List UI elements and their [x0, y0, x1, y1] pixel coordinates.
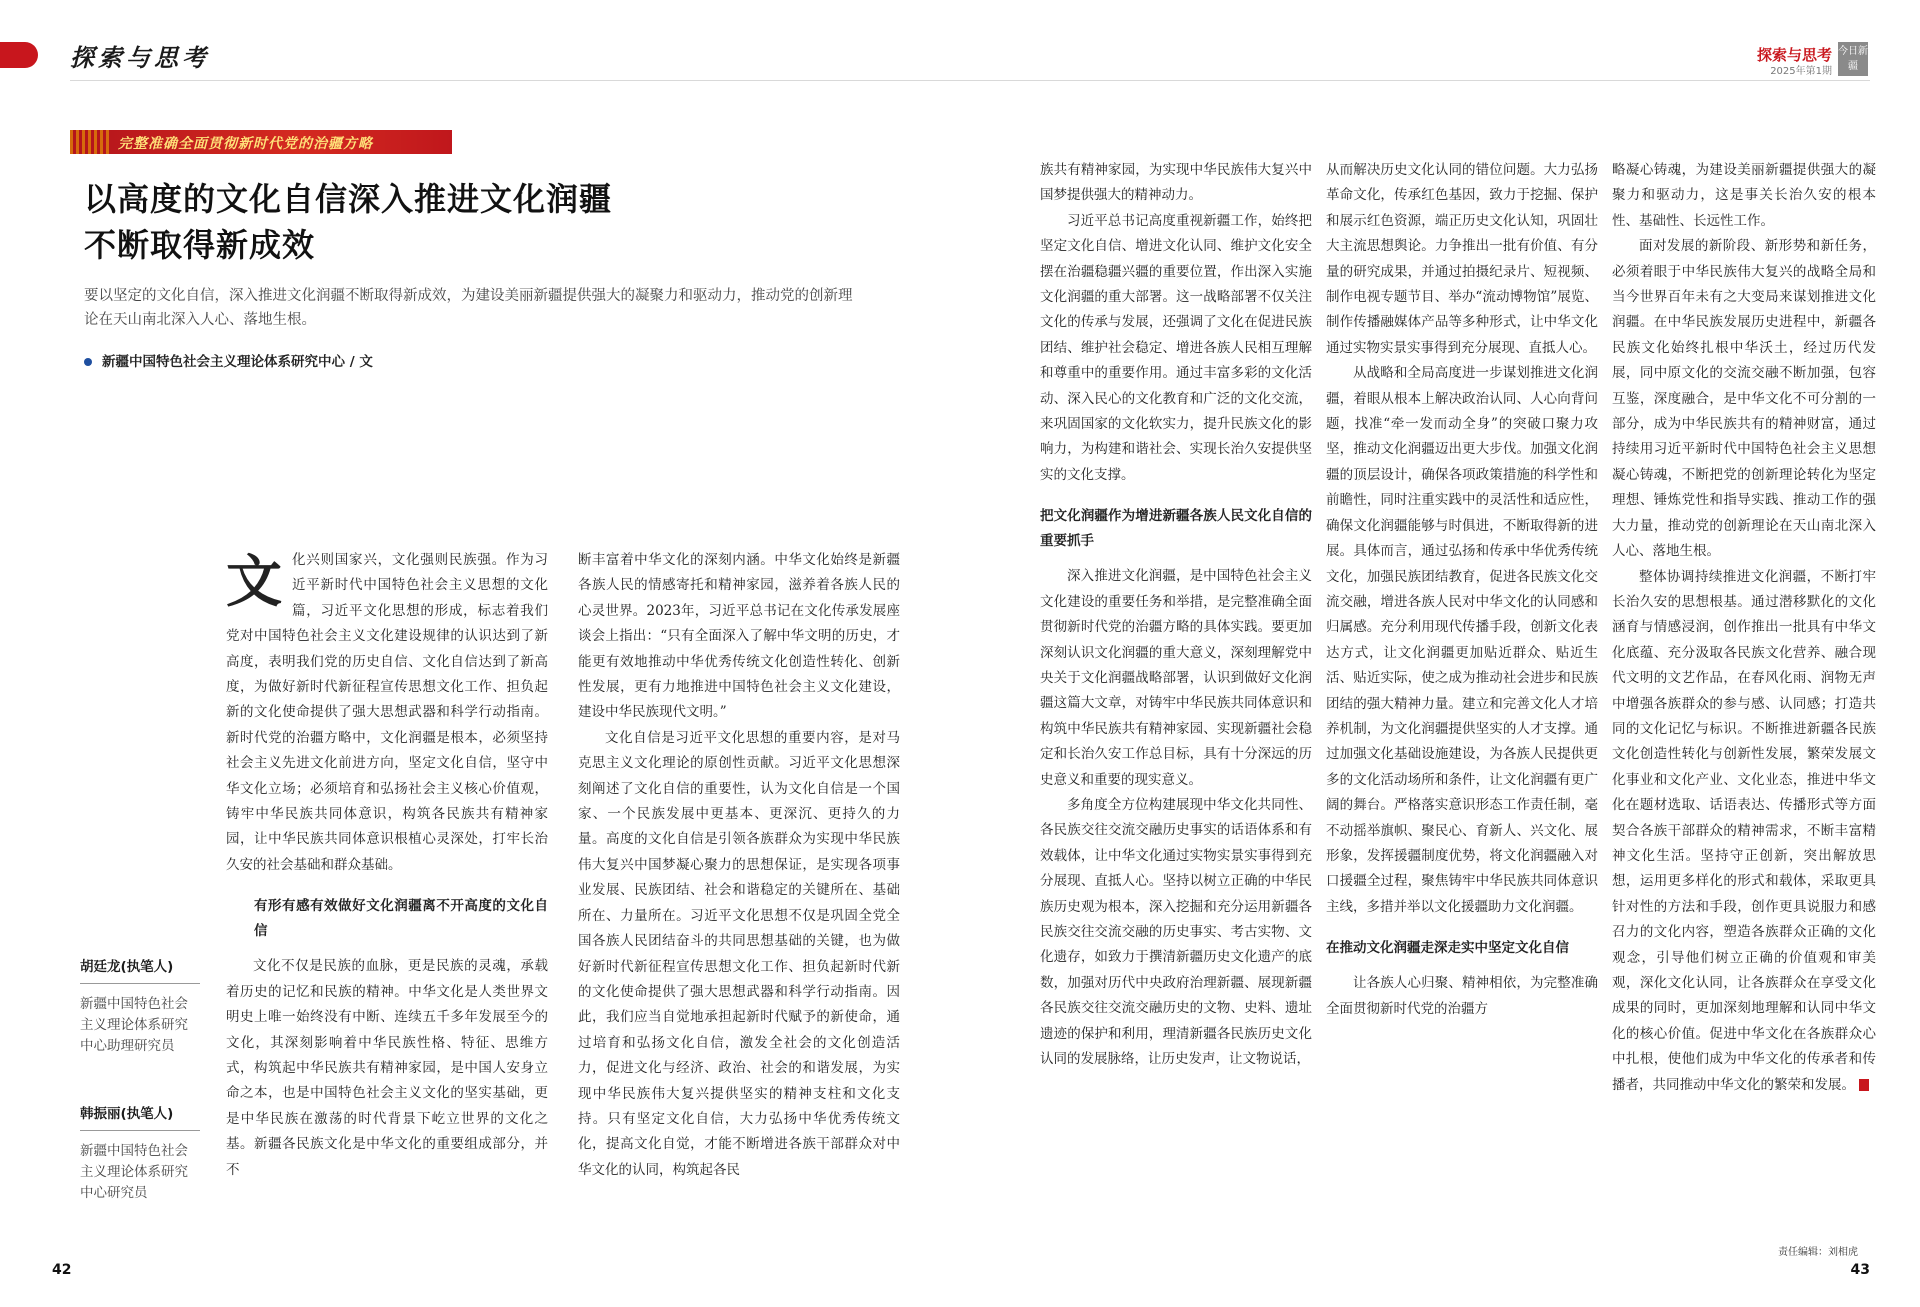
paragraph: 文化自信是习近平文化思想的重要内容，是对马克思主义文化理论的原创性贡献。习近平文化思想深刻阐述了文化自信的重要性，认为文化自信是一个国家、一个民族发展中更基本、更深沉、更持久的力量。高度的文化自信是引领各族群众为实现中华民族伟大复兴中国梦凝心聚力的思想保证，是实现各项事业发展、民族团结、社会和谐稳定的关键所在、基础所在、力量所在。习近平文化思想不仅是巩固全党全国各族人民团结奋斗的共同思想基础的关键，也为做好新时代新征程宣传思想文化工作、担负起新时代新的文化使命提供了强大思想武器和科学行动指南。因此，我们应当自觉地承担起新时代赋予的新使命，通过培育和弘扬文化自信，激发全社会的文化创造活力，促进文化与经济、政治、社会的和谐发展，为实现中华民族伟大复兴提供坚实的精神支柱和文化支持。只有坚定文化自信，大力弘扬中华优秀传统文化，提高文化自觉，才能不断增进各族干部群众对中华文化的认同，构筑起各民 [578, 729, 900, 1178]
headline-line-2: 不断取得新成效 [84, 226, 316, 264]
paragraph: 面对发展的新阶段、新形势和新任务，必须着眼于中华民族伟大复兴的战略全局和当今世界百年未有之大变局来谋划推进文化润疆。在中华民族发展历史进程中，新疆各民族文化始终扎根中华沃土，经过历代发展，同中原文化的交流交融不断加强，包容互鉴，深度融合，是中华文化不可分割的一部分，成为中华民族共有的精神财富，通过持续用习近平新时代中国特色社会主义思想凝心铸魂，不断把党的创新理论转化为坚定理想、锤炼党性和指导实践、推动工作的强大力量，推动党的创新理论在天山南北深入人心、落地生根。 [1612, 238, 1876, 560]
paragraph: 断丰富着中华文化的深刻内涵。中华文化始终是新疆各族人民的情感寄托和精神家园，滋养着各族人民的心灵世界。2023年，习近平总书记在文化传承发展座谈会上指出：“只有全面深入了解中华文明的历史，才能更有效地推动中华优秀传统文化创造性转化、创新性发展，更有力地推进中国特色社会主义文化建设，建设中华民族现代文明。” [578, 552, 900, 721]
author-description: 新疆中国特色社会主义理论体系研究中心助理研究员 [80, 996, 188, 1054]
issue-label: 2025年第1期 [1770, 66, 1832, 77]
body-column-5 [1612, 158, 1876, 1098]
header-divider [960, 80, 1870, 81]
byline [84, 350, 373, 370]
paragraph: 从而解决历史文化认同的错位问题。大力弘扬革命文化，传承红色基因，致力于挖掘、保护和展示红色资源，端正历史文化认知，巩固壮大主流思想舆论。力争推出一批有价值、有分量的研究成果，并通过拍摄纪录片、短视频、制作电视专题节目、举办“流动博物馆”展览、制作传播融媒体产品等多种形式，让中华文化通过实物实景实事得到充分展现、直抵人心。 [1326, 162, 1598, 356]
paragraph: 深入推进文化润疆，是中国特色社会主义文化建设的重要任务和举措，是完整准确全面贯彻新时代党的治疆方略的具体实践。要更加深刻认识文化润疆的重大意义，深刻理解党中央关于文化润疆战略部署，认识到做好文化润疆这篇大文章，对铸牢中华民族共同体意识和构筑中华民族共有精神家园、实现新疆社会稳定和长治久安工作总目标，具有十分深远的历史意义和重要的现实意义。 [1040, 568, 1312, 788]
paragraph: 略凝心铸魂，为建设美丽新疆提供强大的凝聚力和驱动力，这是事关长治久安的根本性、基础性、长远性工作。 [1612, 162, 1876, 229]
magazine-logo: 今日新疆 [1838, 42, 1868, 76]
banner-text: 完整准确全面贯彻新时代党的治疆方略 [118, 136, 373, 152]
author-name: 胡廷龙(执笔人) [80, 955, 200, 984]
paragraph: 让各族人心归聚、精神相依，为完整准确全面贯彻新时代党的治疆方 [1326, 975, 1598, 1017]
paragraph: 族共有精神家园，为实现中华民族伟大复兴中国梦提供强大的精神动力。 [1040, 162, 1312, 204]
article-headline [84, 176, 612, 268]
banner-decoration [70, 130, 110, 154]
bullet-dot-icon [84, 358, 92, 366]
paragraph: 多角度全方位构建展现中华文化共同性、各民族交往交流交融历史事实的话语体系和有效载体，让中华文化通过实物实景实事得到充分展现、直抵人心。坚持以树立正确的中华民族历史观为根本，深入挖掘和充分运用新疆各民族交往交流交融的历史事实、考古实物、文化遗存，如致力于撰清新疆历史文化遗产的底数，加强对历代中央政府治理新疆、展现新疆各民族交往交流交融历史的文物、史料、遗址遗迹的保护和利用，理清新疆各民族历史文化认同的发展脉络，让历史发声，让文物说话， [1040, 796, 1312, 1067]
author-card [80, 1102, 200, 1204]
body-column-4 [1326, 158, 1598, 1022]
paragraph: 化兴则国家兴，文化强则民族强。作为习近平新时代中国特色社会主义思想的文化篇，习近平文化思想的形成，标志着我们党对中国特色社会主义文化建设规律的认识达到了新高度，表明我们党的历史自信、文化自信达到了新高度，为做好新时代新征程宣传思想文化工作、担负起新的文化使命提供了强大思想武器和科学行动指南。新时代党的治疆方略中，文化润疆是根本，必须坚持社会主义先进文化前进方向，坚定文化自信，坚守中华文化立场；必须培育和弘扬社会主义核心价值观，铸牢中华民族共同体意识，构筑各民族共有精神家园，让中华民族共同体意识根植心灵深处，打牢长治久安的社会基础和群众基础。 [226, 552, 548, 873]
paragraph [1612, 565, 1876, 1099]
editor-credit: 责任编辑：刘相虎 [1778, 1247, 1858, 1258]
author-name: 韩振丽(执笔人) [80, 1102, 200, 1131]
page-number-right: 43 [1850, 1262, 1870, 1278]
section-heading: 把文化润疆作为增进新疆各族人民文化自信的重要抓手 [1040, 508, 1312, 550]
paragraph: 习近平总书记高度重视新疆工作，始终把坚定文化自信、增进文化认同、维护文化安全摆在治疆稳疆兴疆的重要位置，作出深入实施文化润疆的重大部署。这一战略部署不仅关注文化的传承与发展，还强调了文化在促进民族团结、维护社会稳定、增进各族人民相互理解和尊重中的重要作用。通过丰富多彩的文化活动、深入民心的文化教育和广泛的文化交流，来巩固国家的文化软实力，提升民族文化的影响力，为构建和谐社会、实现长治久安提供坚实的文化支撑。 [1040, 212, 1312, 483]
topic-banner [70, 130, 452, 154]
page-number-left: 42 [52, 1262, 72, 1278]
body-column-3 [1040, 158, 1312, 1072]
section-tab-marker [0, 42, 38, 68]
header-divider [70, 80, 960, 81]
body-column-2 [578, 548, 900, 1183]
drop-cap: 文 [226, 549, 282, 615]
paragraph: 文化不仅是民族的血脉，更是民族的灵魂，承载着历史的记忆和民族的精神。中华文化是人类世界文明史上唯一始终没有中断、连续五千多年发展至今的文化，其深刻影响着中华民族性格、特征、思维方式，构筑起中华民族共有精神家园，是中国人安身立命之本，也是中国特色社会主义文化的坚实基础，更是中华民族在激荡的时代背景下屹立世界的文化之基。新疆各民族文化是中华文化的重要组成部分，并不 [226, 958, 548, 1178]
paragraph: 从战略和全局高度进一步谋划推进文化润疆，着眼从根本上解决政治认同、人心向背问题，找准“牵一发而动全身”的突破口聚力攻坚，推动文化润疆迈出更大步伐。加强文化润疆的顶层设计，确保各项政策措施的科学性和前瞻性，同时注重实践中的灵活性和适应性，确保文化润疆能够与时俱进，不断取得新的进展。具体而言，通过弘扬和传承中华优秀传统文化，加强民族团结教育，促进各民族文化交流交融，增进各族人民对中华文化的认同感和归属感。充分利用现代传播手段，创新文化表达方式，让文化润疆更加贴近群众、贴近生活、贴近实际，使之成为推动社会进步和民族团结的强大精神力量。建立和完善文化人才培养机制，为文化润疆提供坚实的人才支撑。通过加强文化基础设施建设，为各族人民提供更多的文化活动场所和条件，让文化润疆有更广阔的舞台。严格落实意识形态工作责任制，毫不动摇举旗帜、聚民心、育新人、兴文化、展形象，发挥援疆制度优势，将文化润疆融入对口援疆全过程，聚焦铸牢中华民族共同体意识主线，多措并举以文化援疆助力文化润疆。 [1326, 365, 1598, 915]
paragraph-text: 整体协调持续推进文化润疆，不断打牢长治久安的思想根基。通过潜移默化的文化涵育与情感浸润，创作推出一批具有中华文化底蕴、充分汲取各民族文化营养、融合现代文明的文艺作品，在春风化雨、润物无声中增强各族群众的参与感、认同感；打造共同的文化记忆与标识。不断推进新疆各民族文化创造性转化与创新性发展，繁荣发展文化事业和文化产业、文化业态，推进中华文化在题材选取、话语表达、传播形式等方面契合各族干部群众的精神需求，不断丰富精神文化生活。坚持守正创新，突出解放思想，运用更多样化的形式和载体，采取更具针对性的方法和手段，创作更具说服力和感召力的文化内容，塑造各族群众正确的文化观念，引导他们树立正确的价值观和审美观，深化文化认同，让各族群众在享受文化成果的同时，更加深刻地理解和认同中华文化的核心价值。促进中华文化在各族群众心中扎根，使他们成为中华文化的传承者和传播者，共同推动中华文化的繁荣和发展。 [1612, 568, 1876, 1093]
section-heading: 有形有感有效做好文化润疆离不开高度的文化自信 [254, 898, 548, 940]
headline-line-1: 以高度的文化自信深入推进文化润疆 [84, 180, 613, 218]
magazine-name: 探索与思考 [1756, 46, 1832, 64]
section-title: 探索与思考 [70, 43, 210, 72]
byline-text: 新疆中国特色社会主义理论体系研究中心 / 文 [102, 354, 373, 370]
section-heading: 在推动文化润疆走深走实中坚定文化自信 [1326, 940, 1569, 957]
end-mark-icon [1859, 1079, 1869, 1091]
author-card [80, 955, 200, 1057]
body-column-1 [226, 548, 548, 1183]
article-lead: 要以坚定的文化自信，深入推进文化润疆不断取得新成效，为建设美丽新疆提供强大的凝聚力和驱动力，推动党的创新理论在天山南北深入人心、落地生根。 [84, 288, 853, 328]
author-description: 新疆中国特色社会主义理论体系研究中心研究员 [80, 1143, 188, 1201]
right-page [960, 0, 1920, 1307]
